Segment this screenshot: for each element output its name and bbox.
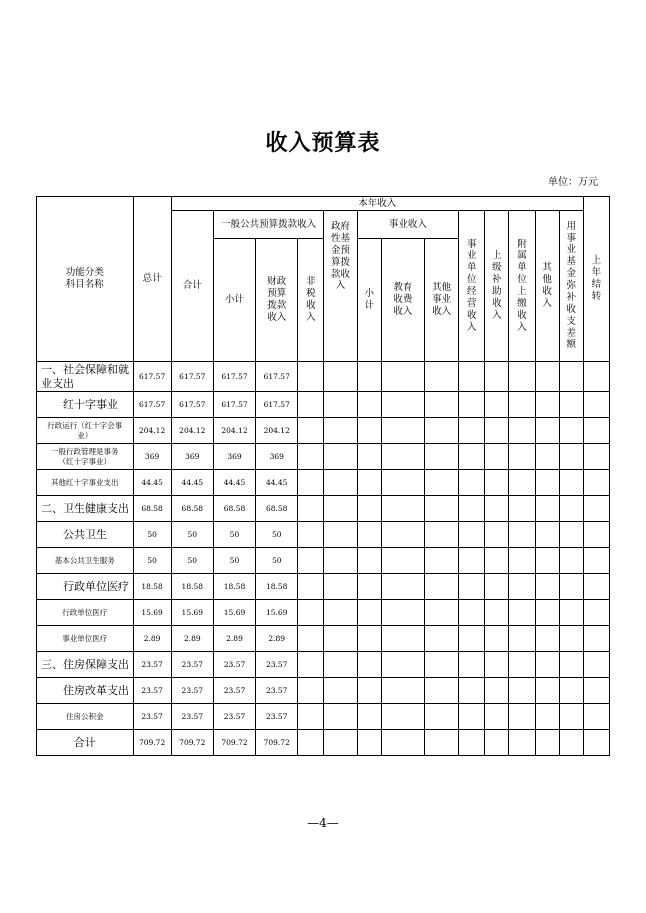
cell-empty <box>459 704 485 730</box>
cell-empty <box>583 418 609 444</box>
cell-empty <box>298 574 324 600</box>
cell-empty <box>583 730 609 756</box>
unit-label: 单位：万元 <box>548 177 598 188</box>
cell-total: 44.45 <box>133 470 171 496</box>
cell-empty <box>535 626 559 652</box>
income-budget-table <box>36 196 610 756</box>
header-gb-fiscal: 财政 预算 拨款 收入 <box>256 239 298 362</box>
cell-small: 617.57 <box>213 392 255 418</box>
cell-empty <box>485 574 509 600</box>
row-name: 住房公积金 <box>37 704 134 730</box>
cell-empty <box>459 444 485 470</box>
cell-empty <box>424 418 458 444</box>
table-row <box>37 652 610 678</box>
header-gov-fund: 政府 性基 金预 算拨 款收 入 <box>324 211 357 362</box>
cell-empty <box>509 548 535 574</box>
cell-empty <box>381 652 424 678</box>
cell-fiscal: 23.57 <box>256 678 298 704</box>
header-carryover: 上 年 结 转 <box>583 197 609 362</box>
row-name: 住房改革支出 <box>37 678 134 704</box>
cell-empty <box>559 730 583 756</box>
cell-empty <box>583 652 609 678</box>
cell-empty <box>535 652 559 678</box>
row-name: 一般行政管理是事务（红十字事业） <box>37 444 134 470</box>
cell-empty <box>559 362 583 392</box>
header-affiliated: 附 属 单 位 上 缴 收 入 <box>509 211 535 362</box>
cell-empty <box>357 444 381 470</box>
cell-empty <box>509 444 535 470</box>
row-name: 红十字事业 <box>37 392 134 418</box>
cell-fiscal: 68.58 <box>256 496 298 522</box>
cell-empty <box>381 730 424 756</box>
cell-empty <box>324 678 357 704</box>
cell-empty <box>559 704 583 730</box>
cell-empty <box>424 652 458 678</box>
cell-total: 15.69 <box>133 600 171 626</box>
cell-empty <box>535 418 559 444</box>
cell-empty <box>381 522 424 548</box>
table-row <box>37 600 610 626</box>
cell-fiscal: 617.57 <box>256 362 298 392</box>
cell-empty <box>559 652 583 678</box>
cell-empty <box>535 392 559 418</box>
cell-empty <box>485 362 509 392</box>
cell-empty <box>583 548 609 574</box>
cell-total: 617.57 <box>133 392 171 418</box>
cell-empty <box>459 522 485 548</box>
cell-empty <box>298 730 324 756</box>
cell-sum: 44.45 <box>171 470 213 496</box>
cell-small: 204.12 <box>213 418 255 444</box>
cell-empty <box>381 470 424 496</box>
cell-empty <box>324 444 357 470</box>
table-row <box>37 362 610 392</box>
cell-empty <box>357 626 381 652</box>
cell-empty <box>509 418 535 444</box>
cell-empty <box>298 626 324 652</box>
cell-empty <box>509 652 535 678</box>
cell-empty <box>324 600 357 626</box>
row-name: 行政单位医疗 <box>37 574 134 600</box>
cell-empty <box>583 392 609 418</box>
cell-empty <box>583 522 609 548</box>
cell-empty <box>324 548 357 574</box>
cell-empty <box>583 704 609 730</box>
cell-empty <box>485 522 509 548</box>
cell-total: 23.57 <box>133 652 171 678</box>
cell-empty <box>485 678 509 704</box>
row-name: 三、住房保障支出 <box>37 652 134 678</box>
cell-empty <box>509 626 535 652</box>
header-business-income: 事业收入 <box>357 211 459 239</box>
header-bi-edu: 教育 收费 收入 <box>381 239 424 362</box>
cell-fiscal: 44.45 <box>256 470 298 496</box>
cell-empty <box>324 704 357 730</box>
cell-empty <box>424 392 458 418</box>
cell-empty <box>298 522 324 548</box>
cell-empty <box>509 470 535 496</box>
page-number: —4— <box>307 816 339 830</box>
cell-sum: 15.69 <box>171 600 213 626</box>
cell-small: 709.72 <box>213 730 255 756</box>
cell-sum: 709.72 <box>171 730 213 756</box>
cell-empty <box>298 548 324 574</box>
cell-empty <box>298 678 324 704</box>
cell-fiscal: 23.57 <box>256 652 298 678</box>
cell-total: 23.57 <box>133 678 171 704</box>
cell-empty <box>535 678 559 704</box>
cell-empty <box>324 574 357 600</box>
table-row <box>37 730 610 756</box>
cell-fiscal: 617.57 <box>256 392 298 418</box>
header-current-income: 本年收入 <box>171 197 583 211</box>
cell-empty <box>324 730 357 756</box>
cell-empty <box>424 704 458 730</box>
cell-sum: 18.58 <box>171 574 213 600</box>
cell-empty <box>381 418 424 444</box>
cell-empty <box>324 392 357 418</box>
row-name: 公共卫生 <box>37 522 134 548</box>
cell-empty <box>583 470 609 496</box>
cell-empty <box>535 600 559 626</box>
table-row <box>37 626 610 652</box>
header-fund-balance: 用 事 业 基 金 弥 补 收 支 差 额 <box>559 211 583 362</box>
cell-empty <box>381 548 424 574</box>
cell-empty <box>357 600 381 626</box>
cell-empty <box>559 522 583 548</box>
cell-empty <box>459 626 485 652</box>
cell-empty <box>485 704 509 730</box>
cell-empty <box>559 626 583 652</box>
cell-empty <box>357 362 381 392</box>
cell-small: 50 <box>213 522 255 548</box>
cell-empty <box>583 626 609 652</box>
cell-fiscal: 369 <box>256 444 298 470</box>
cell-empty <box>583 574 609 600</box>
cell-fiscal: 23.57 <box>256 704 298 730</box>
header-gb-small: 小计 <box>213 239 255 362</box>
cell-empty <box>559 678 583 704</box>
cell-total: 617.57 <box>133 362 171 392</box>
cell-empty <box>298 496 324 522</box>
cell-small: 617.57 <box>213 362 255 392</box>
cell-empty <box>509 600 535 626</box>
cell-empty <box>583 362 609 392</box>
cell-sum: 23.57 <box>171 678 213 704</box>
cell-empty <box>509 574 535 600</box>
cell-empty <box>381 600 424 626</box>
cell-empty <box>583 600 609 626</box>
cell-empty <box>509 678 535 704</box>
row-name: 一、社会保障和就业支出 <box>37 362 134 392</box>
header-bi-small: 小 计 <box>357 239 381 362</box>
cell-empty <box>381 678 424 704</box>
cell-empty <box>559 392 583 418</box>
cell-empty <box>459 730 485 756</box>
cell-fiscal: 709.72 <box>256 730 298 756</box>
cell-empty <box>324 652 357 678</box>
cell-empty <box>535 730 559 756</box>
cell-sum: 50 <box>171 522 213 548</box>
cell-empty <box>535 522 559 548</box>
cell-empty <box>424 496 458 522</box>
cell-empty <box>357 704 381 730</box>
cell-empty <box>459 574 485 600</box>
header-other-income: 其 他 收 入 <box>535 211 559 362</box>
cell-empty <box>485 392 509 418</box>
cell-empty <box>298 470 324 496</box>
header-gb-nontax: 非 税 收 入 <box>298 239 324 362</box>
page-title: 收入预算表 <box>265 130 381 156</box>
cell-empty <box>509 362 535 392</box>
cell-empty <box>509 392 535 418</box>
cell-empty <box>485 418 509 444</box>
cell-empty <box>459 600 485 626</box>
cell-sum: 23.57 <box>171 652 213 678</box>
cell-empty <box>424 362 458 392</box>
cell-sum: 617.57 <box>171 392 213 418</box>
cell-empty <box>424 522 458 548</box>
row-name: 其他红十字事业支出 <box>37 470 134 496</box>
cell-empty <box>485 444 509 470</box>
cell-sum: 23.57 <box>171 704 213 730</box>
cell-empty <box>381 444 424 470</box>
cell-empty <box>535 574 559 600</box>
table-row <box>37 522 610 548</box>
table-row <box>37 444 610 470</box>
cell-empty <box>381 626 424 652</box>
cell-total: 204.12 <box>133 418 171 444</box>
cell-empty <box>381 392 424 418</box>
cell-empty <box>559 444 583 470</box>
cell-empty <box>381 574 424 600</box>
cell-empty <box>485 548 509 574</box>
table-row <box>37 418 610 444</box>
cell-empty <box>583 444 609 470</box>
cell-total: 23.57 <box>133 704 171 730</box>
table-row <box>37 548 610 574</box>
cell-small: 15.69 <box>213 600 255 626</box>
cell-empty <box>357 678 381 704</box>
cell-total: 709.72 <box>133 730 171 756</box>
cell-empty <box>357 392 381 418</box>
cell-empty <box>424 600 458 626</box>
row-name: 二、卫生健康支出 <box>37 496 134 522</box>
cell-empty <box>357 730 381 756</box>
cell-empty <box>583 496 609 522</box>
cell-empty <box>381 362 424 392</box>
cell-empty <box>424 626 458 652</box>
cell-empty <box>535 470 559 496</box>
cell-empty <box>535 496 559 522</box>
cell-fiscal: 50 <box>256 522 298 548</box>
cell-empty <box>559 418 583 444</box>
cell-small: 369 <box>213 444 255 470</box>
table-row <box>37 574 610 600</box>
cell-small: 23.57 <box>213 678 255 704</box>
table-row <box>37 392 610 418</box>
cell-empty <box>559 600 583 626</box>
cell-empty <box>485 470 509 496</box>
cell-empty <box>509 730 535 756</box>
cell-empty <box>357 470 381 496</box>
cell-empty <box>298 418 324 444</box>
header-total: 总计 <box>133 197 171 362</box>
table-row <box>37 470 610 496</box>
cell-empty <box>535 444 559 470</box>
cell-empty <box>535 362 559 392</box>
table-row <box>37 704 610 730</box>
cell-total: 18.58 <box>133 574 171 600</box>
cell-empty <box>509 704 535 730</box>
cell-small: 23.57 <box>213 704 255 730</box>
cell-empty <box>298 444 324 470</box>
cell-total: 50 <box>133 548 171 574</box>
row-name: 合计 <box>37 730 134 756</box>
cell-empty <box>424 444 458 470</box>
cell-empty <box>357 522 381 548</box>
cell-small: 18.58 <box>213 574 255 600</box>
cell-empty <box>459 496 485 522</box>
cell-sum: 617.57 <box>171 362 213 392</box>
cell-small: 2.89 <box>213 626 255 652</box>
cell-empty <box>357 548 381 574</box>
cell-empty <box>459 362 485 392</box>
cell-empty <box>324 522 357 548</box>
header-general-budget: 一般公共预算拨款收入 <box>213 211 324 239</box>
cell-empty <box>424 548 458 574</box>
header-name: 功能分类 科目名称 <box>37 197 134 362</box>
cell-empty <box>424 730 458 756</box>
cell-empty <box>298 392 324 418</box>
cell-total: 50 <box>133 522 171 548</box>
cell-empty <box>559 574 583 600</box>
cell-sum: 50 <box>171 548 213 574</box>
cell-empty <box>485 730 509 756</box>
cell-empty <box>424 470 458 496</box>
cell-small: 50 <box>213 548 255 574</box>
cell-empty <box>324 470 357 496</box>
cell-empty <box>485 600 509 626</box>
table-row <box>37 678 610 704</box>
cell-empty <box>381 704 424 730</box>
cell-fiscal: 50 <box>256 548 298 574</box>
cell-empty <box>459 652 485 678</box>
cell-empty <box>559 470 583 496</box>
cell-empty <box>357 652 381 678</box>
cell-fiscal: 18.58 <box>256 574 298 600</box>
cell-empty <box>485 496 509 522</box>
cell-empty <box>459 548 485 574</box>
cell-fiscal: 2.89 <box>256 626 298 652</box>
cell-sum: 68.58 <box>171 496 213 522</box>
cell-empty <box>324 496 357 522</box>
header-superior: 上 级 补 助 收 入 <box>485 211 509 362</box>
cell-total: 2.89 <box>133 626 171 652</box>
cell-empty <box>485 626 509 652</box>
cell-small: 68.58 <box>213 496 255 522</box>
cell-fiscal: 15.69 <box>256 600 298 626</box>
cell-empty <box>459 392 485 418</box>
cell-empty <box>459 418 485 444</box>
cell-empty <box>298 704 324 730</box>
row-name: 行政运行（红十字会事业） <box>37 418 134 444</box>
cell-empty <box>324 362 357 392</box>
cell-total: 68.58 <box>133 496 171 522</box>
cell-empty <box>459 678 485 704</box>
cell-empty <box>559 496 583 522</box>
cell-empty <box>381 496 424 522</box>
header-subtotal: 合计 <box>171 211 213 362</box>
cell-empty <box>357 496 381 522</box>
row-name: 事业单位医疗 <box>37 626 134 652</box>
cell-empty <box>583 678 609 704</box>
cell-empty <box>535 704 559 730</box>
cell-empty <box>357 574 381 600</box>
cell-empty <box>485 652 509 678</box>
cell-empty <box>509 522 535 548</box>
cell-empty <box>459 470 485 496</box>
cell-total: 369 <box>133 444 171 470</box>
cell-sum: 204.12 <box>171 418 213 444</box>
cell-empty <box>424 678 458 704</box>
cell-empty <box>298 362 324 392</box>
header-operating: 事 业 单 位 经 营 收 入 <box>459 211 485 362</box>
row-name: 基本公共卫生服务 <box>37 548 134 574</box>
cell-empty <box>559 548 583 574</box>
cell-empty <box>298 652 324 678</box>
cell-small: 23.57 <box>213 652 255 678</box>
cell-empty <box>324 626 357 652</box>
table-row <box>37 496 610 522</box>
cell-empty <box>509 496 535 522</box>
cell-sum: 2.89 <box>171 626 213 652</box>
cell-empty <box>324 418 357 444</box>
cell-empty <box>357 418 381 444</box>
header-bi-other: 其他 事业 收入 <box>424 239 458 362</box>
cell-sum: 369 <box>171 444 213 470</box>
cell-empty <box>298 600 324 626</box>
row-name: 行政单位医疗 <box>37 600 134 626</box>
cell-empty <box>535 548 559 574</box>
cell-empty <box>424 574 458 600</box>
cell-small: 44.45 <box>213 470 255 496</box>
cell-fiscal: 204.12 <box>256 418 298 444</box>
